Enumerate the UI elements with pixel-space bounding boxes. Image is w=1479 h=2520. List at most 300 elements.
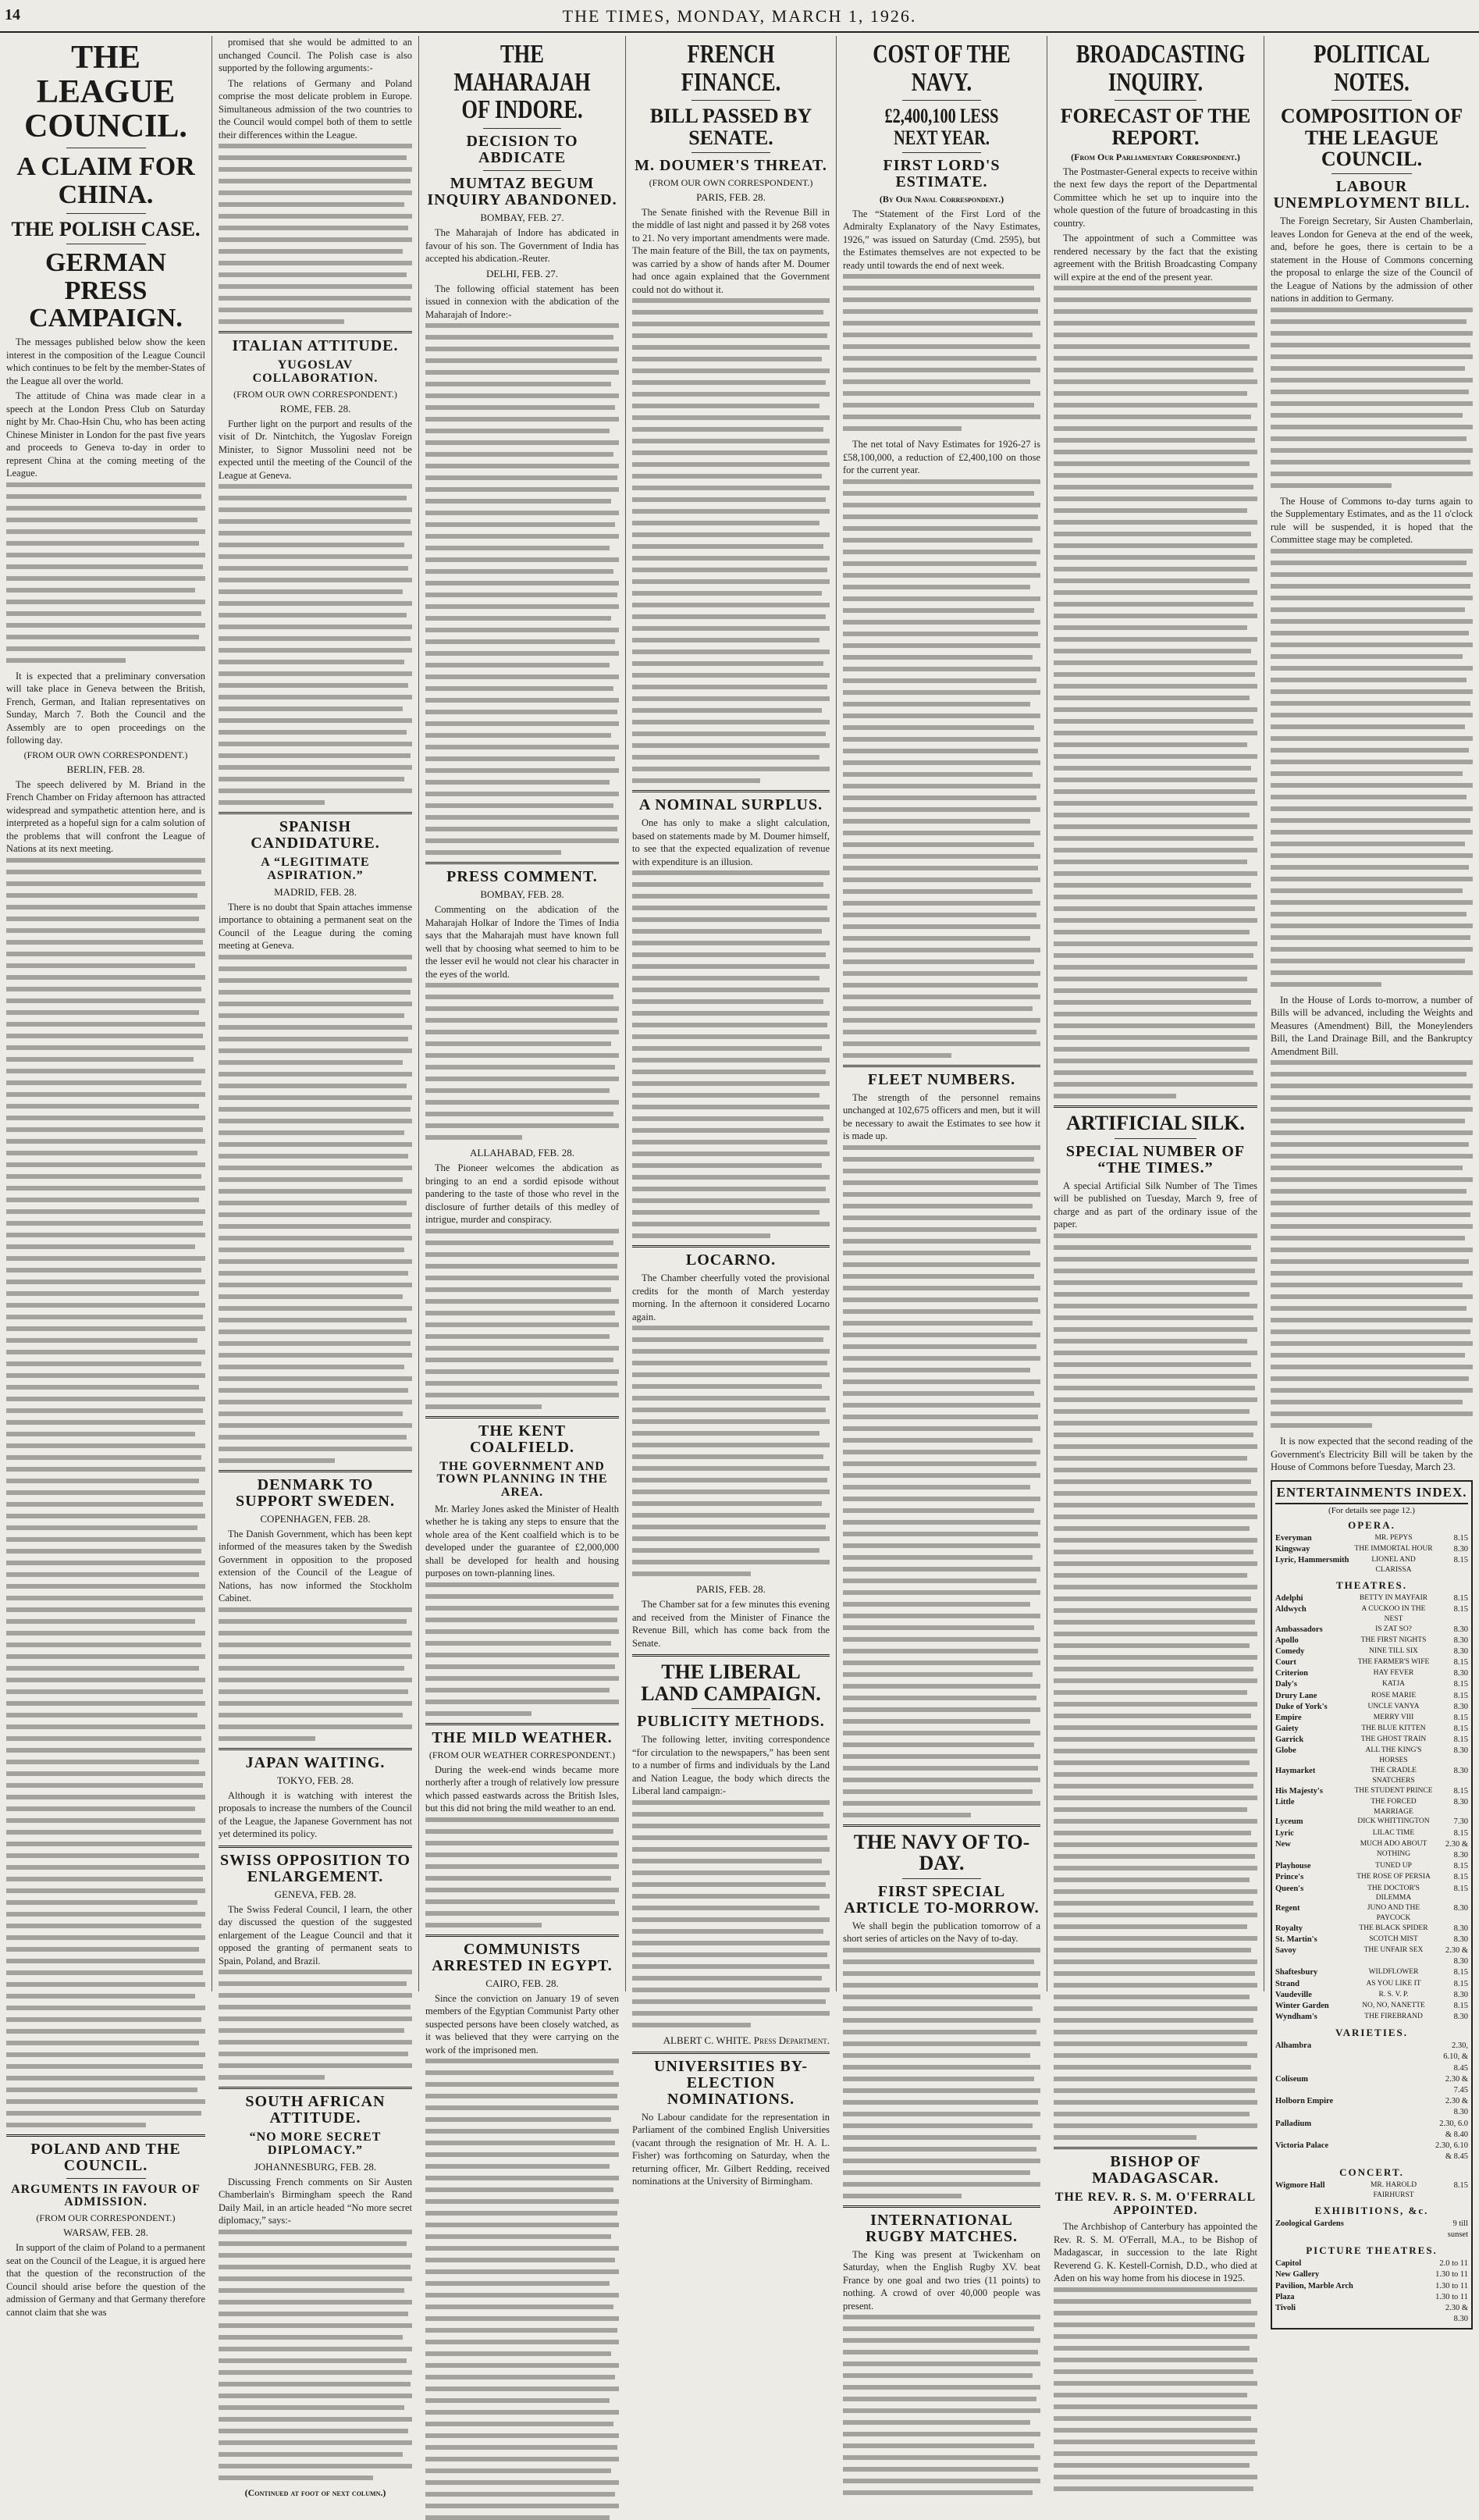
venue-name: Playhouse (1275, 1862, 1311, 1871)
show-title: JUNO AND THE PAYCOCK (1367, 1904, 1420, 1922)
show-time: 2.30 & 7.45 (1445, 2074, 1468, 2095)
divider (483, 128, 560, 129)
headline-forecast-report: FORECAST OF THE REPORT. (1060, 105, 1251, 149)
divider (6, 2134, 205, 2137)
subhead-swiss: SWISS OPPOSITION TO ENLARGEMENT. (220, 1851, 411, 1885)
show-time: 8.15 (1453, 1556, 1468, 1565)
article-body-lines (843, 1948, 1040, 2198)
divider (425, 1934, 619, 1937)
article-body-lines (1054, 2287, 1257, 2491)
headline-maharajah: THE MAHARAJAH OF INDORE. (453, 40, 591, 125)
show-title: THE STUDENT PRINCE (1354, 1786, 1433, 1795)
show-time: 2.30, 6.10, & 8.45 (1443, 2041, 1468, 2073)
venue-name: Lyric (1275, 1828, 1294, 1838)
divider (425, 1416, 619, 1418)
article-paragraph: A special Artificial Silk Number of The Times will be published on Tuesday, March 9, free of charge and as part of the ordinary issue of the paper. (1054, 1180, 1257, 1230)
divider (219, 2087, 412, 2089)
show-title (1353, 2119, 1434, 2141)
venue-name: Lyceum (1275, 1817, 1303, 1827)
entertainments-row (1275, 1735, 1468, 1746)
entertainments-sections (1275, 1519, 1468, 2325)
headline-political-notes: POLITICAL NOTES. (1314, 40, 1430, 97)
show-title: MR. HAROLD FAIRHURST (1370, 2181, 1417, 2199)
subhead-mild-weather: THE MILD WEATHER. (432, 1728, 613, 1746)
article-paragraph: The attitude of China was made clear in a speech at the London Press Club on Saturday night by Mr. Chao-Hsin Chu, who has been acting Chinese Minister in London for the past five years and proceeds to Geneva to-day in order to represent China at the coming meeting of the League. (6, 390, 205, 479)
divider (692, 152, 770, 153)
entertainments-row (1275, 2281, 1468, 2292)
article-paragraph: promised that she would be admitted to an unchanged Council. The Polish case is also supported by the following arguments:- (219, 37, 412, 73)
show-title: HAY FEVER (1373, 1669, 1414, 1678)
venue-name: Court (1275, 1658, 1296, 1668)
entertainments-row (1275, 2119, 1468, 2141)
entertainments-row (1275, 1702, 1468, 1713)
venue-name: Capitol (1275, 2259, 1302, 2269)
show-title: NO, NO, NANETTE (1362, 2001, 1425, 2009)
entertainments-row (1275, 1903, 1468, 1924)
column-cost-navy (837, 36, 1047, 2312)
dateline: BOMBAY, FEB. 28. (480, 888, 564, 901)
entertainments-row (1275, 2303, 1468, 2325)
article-paragraph: Further light on the purport and results of the visit of Dr. Nintchitch, the Yugoslav Foreign Minister, to Signor Mussolini need not be expected until the meeting of the Council of the League at Geneva. (219, 418, 412, 481)
entertainments-row (1275, 2258, 1468, 2269)
divider (902, 100, 981, 101)
show-time: 8.15 (1453, 1862, 1468, 1871)
divider (219, 812, 412, 814)
dateline: PARIS, FEB. 28. (696, 190, 766, 203)
article-paragraph: The Swiss Federal Council, I learn, the other day discussed the question of the suggested enlargement of the League Council and that it opposed the granting of permanent seats to Spain, Poland, and Brazil. (219, 1903, 412, 1967)
entertainments-row (1275, 1766, 1468, 1786)
venue-name: Zoological Gardens (1275, 2219, 1344, 2228)
article-body-lines (632, 298, 830, 783)
divider (1331, 173, 1413, 174)
headline-french-finance: FRENCH FINANCE. (681, 40, 781, 97)
article-paragraph: The Maharajah of Indore has abdicated in favour of his son. The Government of India has accepted his abdication.-Reuter. (425, 227, 619, 265)
subhead-artificial-silk: ARTIFICIAL SILK. (1066, 1112, 1245, 1135)
show-time: 8.15 (1453, 1691, 1468, 1700)
subhead-navy-today: THE NAVY OF TO-DAY. (853, 1830, 1030, 1875)
show-time: 8.15 (1453, 1873, 1468, 1882)
article-body-lines (843, 2315, 1040, 2495)
entertainments-row (1275, 1724, 1468, 1735)
article-paragraph: The Postmaster-General expects to receive within the next few days the report of the Departmental Committee which he set up to inquire into the whole question of the future of broadcasting in this country. (1054, 166, 1257, 229)
dateline: BERLIN, FEB. 28. (66, 763, 145, 775)
subhead-locarno: LOCARNO. (685, 1251, 777, 1269)
entertainments-row (1275, 2219, 1468, 2241)
show-time: 2.30 & 8.30 (1445, 1946, 1468, 1967)
subhead-first-special-article: FIRST SPECIAL ARTICLE TO-MORROW. (844, 1882, 1040, 1917)
divider (425, 862, 619, 864)
show-title (1353, 2281, 1434, 2292)
entertainments-row (1275, 1713, 1468, 1724)
article-body-lines (219, 144, 412, 324)
headline-less-next-year: £2,400,100 LESS NEXT YEAR. (884, 105, 999, 149)
venue-name: Duke of York's (1275, 1702, 1328, 1711)
show-title: ROSE MARIE (1371, 1691, 1417, 1700)
entertainments-row (1275, 2096, 1468, 2118)
entertainments-section-heading: CONCERT. (1339, 2166, 1404, 2179)
byline: (FROM OUR CORRESPONDENT.) (36, 2212, 176, 2224)
show-time: 8.15 (1453, 2001, 1468, 2010)
show-title (1353, 2096, 1434, 2118)
venue-name: Ambassadors (1275, 1625, 1323, 1634)
headline-cost-navy: COST OF THE NAVY. (873, 40, 1011, 97)
show-title: THE FORCED MARRIAGE (1371, 1797, 1417, 1816)
article-paragraph: It is expected that a preliminary conversation will take place in Geneva between the British, French, German, and Italian representatives on Sunday, March 7. Both the Council and the Assembly are to open proceedings on the following day. (6, 670, 205, 746)
venue-name: Shaftesbury (1275, 1968, 1318, 1977)
article-body-lines (219, 1970, 412, 2080)
show-title: MR. PEPYS (1374, 1533, 1413, 1542)
show-time: 8.15 (1453, 1735, 1468, 1745)
entertainments-row (1275, 1979, 1468, 1990)
column-maharajah-indore (419, 36, 626, 2056)
article-body-lines (425, 1817, 619, 1927)
divider (692, 100, 770, 101)
divider (1054, 2147, 1257, 2149)
article-paragraph: Although it is watching with interest the proposals to increase the numbers of the Council of the League, the Japanese Government has not yet determined its policy. (219, 1789, 412, 1840)
show-title (1353, 2292, 1434, 2303)
entertainments-section-heading: OPERA. (1348, 1518, 1395, 1531)
page-number: 14 (5, 6, 20, 23)
divider (843, 1065, 1040, 1067)
subhead-town-planning: THE GOVERNMENT AND TOWN PLANNING IN THE AREA. (436, 1459, 608, 1500)
entertainments-row (1275, 1967, 1468, 1978)
venue-name: Pavilion, Marble Arch (1275, 2281, 1353, 2290)
show-time: 8.15 (1453, 1533, 1468, 1543)
venue-name: Comedy (1275, 1646, 1305, 1656)
dateline: WARSAW, FEB. 28. (63, 2226, 148, 2239)
headline-abdicate: DECISION TO ABDICATE (466, 133, 578, 167)
venue-name: Garrick (1275, 1735, 1304, 1745)
dateline: JOHANNESBURG, FEB. 28. (254, 2160, 377, 2173)
article-paragraph: The Foreign Secretary, Sir Austen Chamberlain, leaves London for Geneva at the end of the week, and, before he goes, there is certain to be a statement in the House of Commons concerning the proposal to enlarge the size of the Council of the League of Nations by the admission of other nations in addition to Germany. (1271, 215, 1473, 304)
show-title: DICK WHITTINGTON (1357, 1817, 1430, 1826)
headline-doumer-threat: M. DOUMER'S THREAT. (635, 156, 827, 174)
show-title: ALL THE KING'S HORSES (1365, 1746, 1422, 1765)
venue-name: Lyric, Hammersmith (1275, 1556, 1349, 1565)
entertainments-row (1275, 2141, 1468, 2162)
article-paragraph: The King was present at Twickenham on Saturday, when the English Rugby XV. beat France by one goal and two tries (11 points) to nothing. A crowd of over 40,000 people was present. (843, 2248, 1040, 2312)
show-time: 2.30, 6.10 & 8.45 (1435, 2141, 1468, 2162)
article-body-lines (425, 323, 619, 855)
show-time: 1.30 to 11 (1435, 2292, 1468, 2301)
dateline: BOMBAY, FEB. 27. (480, 212, 564, 224)
entertainments-row (1275, 1861, 1468, 1872)
venue-name: Victoria Palace (1275, 2141, 1329, 2150)
entertainments-row (1275, 1924, 1468, 1934)
entertainments-row (1275, 1657, 1468, 1668)
venue-name: Savoy (1275, 1946, 1296, 1956)
article-body-lines (843, 479, 1040, 1058)
venue-name: Tivoli (1275, 2303, 1296, 2312)
divider (219, 331, 412, 333)
article-paragraph: The Chamber cheerfully voted the provisional credits for the month of March yesterday morning. In the afternoon it considered Locarno again. (632, 1272, 830, 1322)
show-title: SCOTCH MIST (1369, 1934, 1418, 1943)
article-body-lines (6, 482, 205, 663)
entertainments-title: ENTERTAINMENTS INDEX. (1275, 1485, 1468, 1504)
subhead-universities: UNIVERSITIES BY-ELECTION NOMINATIONS. (654, 2057, 808, 2108)
dateline: PARIS, FEB. 28. (696, 1583, 766, 1596)
entertainments-row (1275, 1593, 1468, 1604)
article-paragraph: The Pioneer welcomes the abdication as bringing to an end a sordid episode without pandering to the taste of those who revel in the disclosure of further details of this medley of intrigue, murder and conspiracy. (425, 1162, 619, 1226)
article-body-lines (632, 1326, 830, 1576)
show-title: R. S. V. P. (1378, 1990, 1409, 1999)
show-time: 8.15 (1453, 1593, 1468, 1603)
entertainments-row (1275, 1872, 1468, 1883)
show-time: 8.30 (1453, 1767, 1468, 1776)
dateline: ALLAHABAD, FEB. 28. (470, 1147, 574, 1159)
subhead-fleet-numbers: FLEET NUMBERS. (867, 1070, 1016, 1088)
subhead-kent-coalfield: THE KENT COALFIELD. (470, 1422, 574, 1456)
article-body-lines (843, 274, 1040, 431)
article-paragraph: The Archbishop of Canterbury has appointed the Rev. R. S. M. O'Ferrall, M.A., to be Bishop of Madagascar, in succession to the late Right Reverend G. K. Kestell-Cornish, D.D., who died at Aden on his way home from his diocese in 1925. (1054, 2221, 1257, 2284)
show-time: 8.30 (1453, 1924, 1468, 1933)
entertainments-row (1275, 2074, 1468, 2096)
entertainments-subtitle: (For details see page 12.) (1328, 1505, 1415, 1515)
venue-name: Wigmore Hall (1275, 2181, 1325, 2191)
entertainments-row (1275, 1828, 1468, 1839)
dateline: TOKYO, FEB. 28. (276, 1774, 354, 1786)
show-title (1353, 2074, 1434, 2096)
venue-name: Prince's (1275, 1873, 1304, 1882)
dateline: DELHI, FEB. 27. (485, 267, 559, 279)
entertainments-row (1275, 1934, 1468, 1945)
byline: (FROM OUR OWN CORRESPONDENT.) (233, 388, 397, 400)
entertainments-row (1275, 1544, 1468, 1555)
venue-name: New (1275, 1839, 1291, 1849)
subhead-communists-egypt: COMMUNISTS ARRESTED IN EGYPT. (432, 1940, 613, 1974)
show-title: THE BLACK SPIDER (1359, 1924, 1428, 1932)
show-time: 8.30 (1453, 1797, 1468, 1806)
subhead-no-secret-diplomacy: “NO MORE SECRET DIPLOMACY.” (249, 2130, 382, 2157)
show-time: 8.30 (1453, 1544, 1468, 1554)
byline: (FROM OUR OWN CORRESPONDENT.) (649, 176, 813, 188)
show-time: 8.30 (1453, 2013, 1468, 2022)
venue-name: His Majesty's (1275, 1786, 1323, 1796)
subhead-ferrall-appointed: THE REV. R. S. M. O'FERRALL APPOINTED. (1054, 2190, 1257, 2217)
dateline: ROME, FEB. 28. (279, 402, 351, 415)
entertainments-row (1275, 2269, 1468, 2280)
subhead-japan: JAPAN WAITING. (245, 1753, 386, 1771)
dateline: MADRID, FEB. 28. (274, 885, 357, 898)
entertainments-index (1271, 1480, 1473, 2330)
masthead (0, 0, 1479, 33)
divider (902, 152, 981, 153)
article-body-lines (425, 1582, 619, 1716)
subhead-nominal-surplus: A NOMINAL SURPLUS. (638, 796, 823, 814)
byline: (By Our Naval Correspondent.) (879, 193, 1004, 205)
article-body-lines (1054, 1233, 1257, 2140)
article-paragraph: The net total of Navy Estimates for 1926-27 is £58,100,000, a reduction of £2,400,100 on those for the current year. (843, 439, 1040, 476)
divider (483, 170, 560, 171)
show-time: 8.15 (1453, 1884, 1468, 1893)
subhead-yugoslav: YUGOSLAV COLLABORATION. (252, 358, 379, 385)
subhead-special-number: SPECIAL NUMBER OF “THE TIMES.” (1065, 1142, 1246, 1176)
show-title: LIONEL AND CLARISSA (1371, 1556, 1416, 1574)
article-paragraph: It is now expected that the second reading of the Government's Electricity Bill will be taken by the House of Commons before Tuesday, March 23. (1271, 1436, 1473, 1473)
venue-name: Daly's (1275, 1680, 1298, 1689)
entertainments-row (1275, 2180, 1468, 2201)
show-title: TUNED UP (1375, 1862, 1412, 1870)
show-title: IS ZAT SO? (1375, 1625, 1412, 1633)
entertainments-row (1275, 1668, 1468, 1679)
divider (843, 2205, 1040, 2208)
show-time: 8.30 (1453, 1904, 1468, 1913)
byline: (FROM OUR WEATHER CORRESPONDENT.) (428, 1749, 616, 1760)
show-time: 2.30, 6.0 & 8.40 (1439, 2119, 1468, 2139)
entertainments-row (1275, 1839, 1468, 1861)
article-paragraph: The speech delivered by M. Briand in the French Chamber on Friday afternoon has attracted widespread and sympathetic attention here, and is interpreted as a hopeful sign for a calm solution of the problems that will confront the League of Nations at its next meeting. (6, 778, 205, 855)
byline: (FROM OUR OWN CORRESPONDENT.) (23, 749, 188, 760)
venue-name: St. Martin's (1275, 1934, 1317, 1944)
venue-name: Haymarket (1275, 1767, 1316, 1776)
venue-name: Holborn Empire (1275, 2097, 1334, 2106)
entertainments-section-heading: THEATRES. (1335, 1579, 1408, 1591)
article-paragraph: In support of the claim of Poland to a permanent seat on the Council of the League, it is argued here that the question of the reconstruction of the Council should arise before the question of the admission of Germany and that Germany therefore cannot claim that she was (6, 2242, 205, 2318)
venue-name: Criterion (1275, 1669, 1308, 1678)
headline-bill-passed: BILL PASSED BY SENATE. (649, 105, 812, 149)
show-title: BETTY IN MAYFAIR (1359, 1593, 1428, 1602)
headline-first-lord: FIRST LORD'S ESTIMATE. (883, 156, 1001, 190)
article-body-lines (632, 1800, 830, 2027)
venue-name: Wyndham's (1275, 2013, 1317, 2022)
article-paragraph: The appointment of such a Committee was rendered necessary by the fact that the existing agreement with the British Broadcasting Company will expire at the end of the present year. (1054, 233, 1257, 283)
headline-claim-china: A CLAIM FOR CHINA. (16, 152, 195, 209)
venue-name: Queen's (1275, 1884, 1304, 1893)
venue-name: Little (1275, 1797, 1295, 1806)
venue-name: Kingsway (1275, 1544, 1310, 1554)
article-paragraph: The relations of Germany and Poland comprise the most delicate problem in Europe. Simultaneous admission of the two countries to the Council would compel both of them to settle their differences within the League. (219, 77, 412, 141)
show-time: 1.30 to 11 (1435, 2281, 1468, 2290)
show-time: 8.30 (1453, 1934, 1468, 1944)
show-time: 8.30 (1453, 1746, 1468, 1756)
show-time: 8.15 (1453, 1968, 1468, 1977)
venue-name: Royalty (1275, 1924, 1303, 1933)
article-body-lines (1271, 308, 1473, 488)
divider (219, 1846, 412, 1848)
show-time: 1.30 to 11 (1435, 2270, 1468, 2280)
article-paragraph: Discussing French comments on Sir Austen Chamberlain's Birmingham speech the Rand Daily Mail, in an article headed “No more secret diplomacy,” says:- (219, 2176, 412, 2226)
divider (843, 1824, 1040, 1827)
headline-german-press: GERMAN PRESS CAMPAIGN. (29, 247, 183, 333)
show-time: 8.30 (1453, 1702, 1468, 1711)
byline: (From Our Parliamentary Correspondent.) (1071, 151, 1240, 162)
subhead-rugby: INTERNATIONAL RUGBY MATCHES. (865, 2211, 1019, 2245)
show-time: 9 till sunset (1447, 2219, 1468, 2239)
entertainments-row (1275, 1746, 1468, 1766)
article-paragraph: During the week-end winds became more northerly after a trough of relatively low pressure which passed eastwards across the British Isles, but this did not bring the mild weather to an end. (425, 1764, 619, 1814)
article-body-lines (1271, 549, 1473, 987)
subhead-legitimate-aspiration: A “LEGITIMATE ASPIRATION.” (261, 856, 370, 882)
divider (1054, 1105, 1257, 1108)
article-paragraph: There is no doubt that Spain attaches immense importance to obtaining a permanent seat on the Council of the League during the coming meeting at Geneva. (219, 901, 412, 952)
headline-broadcasting: BROADCASTING INQUIRY. (1075, 40, 1246, 97)
column-political-notes (1264, 36, 1479, 2324)
entertainments-row (1275, 1884, 1468, 1904)
venue-name: Regent (1275, 1904, 1300, 1913)
divider (632, 2052, 830, 2054)
venue-name: Adelphi (1275, 1593, 1303, 1603)
show-time: 7.30 (1453, 1817, 1468, 1827)
column-league-council-continued (212, 36, 419, 2498)
show-time: 8.15 (1453, 1724, 1468, 1734)
show-title (1353, 2141, 1434, 2162)
article-paragraph: The following official statement has been issued in connexion with the abdication of the Maharajah of Indore:- (425, 283, 619, 320)
entertainments-row (1275, 1646, 1468, 1657)
subhead-poland-council: POLAND AND THE COUNCIL. (30, 2140, 181, 2174)
venue-name: Aldwych (1275, 1604, 1307, 1614)
show-title: THE BLUE KITTEN (1361, 1724, 1426, 1733)
divider (1115, 1138, 1196, 1139)
venue-name: Palladium (1275, 2119, 1312, 2128)
show-title: MUCH ADO ABOUT NOTHING (1360, 1839, 1427, 1858)
article-paragraph: In the House of Lords to-morrow, a number of Bills will be advanced, including the Weights and Measures (Amendment) Bill, the Moneylenders Bill, the Land Drainage Bill, and the Bankruptcy Amendment Bill. (1271, 994, 1473, 1057)
entertainments-row (1275, 1945, 1468, 1967)
article-paragraph: No Labour candidate for the representation in Parliament of the combined English Universities (vacant through the resignation of Mr. H. A. L. Fisher) was forthcoming on Saturday, when the returning officer, Mr. Gilbert Redding, received nominations at the University of Birmingham. (632, 2111, 830, 2187)
subhead-labour-unemployment: LABOUR UNEMPLOYMENT BILL. (1273, 178, 1470, 212)
show-time: 8.15 (1453, 1604, 1468, 1614)
show-title: LILAC TIME (1372, 1828, 1415, 1837)
entertainments-row (1275, 2001, 1468, 2012)
show-title: MERRY VIII (1373, 1713, 1414, 1721)
venue-name: Vaudeville (1275, 1990, 1312, 1999)
venue-name: Coliseum (1275, 2074, 1308, 2084)
divider (219, 1748, 412, 1750)
dateline: COPENHAGEN, FEB. 28. (260, 1512, 371, 1525)
subhead-publicity: PUBLICITY METHODS. (637, 1713, 825, 1731)
article-body-lines (425, 983, 619, 1140)
show-title (1353, 2269, 1434, 2280)
entertainments-row (1275, 1817, 1468, 1828)
subhead-press-comment: PRESS COMMENT. (446, 868, 598, 886)
entertainments-section-heading: EXHIBITIONS, &c. (1314, 2204, 1429, 2216)
show-time: 8.15 (1453, 2181, 1468, 2191)
entertainments-row (1275, 1786, 1468, 1797)
article-paragraph: The House of Commons to-day turns again to the Supplementary Estimates, and as the 11 o'clock rule will be suspended, it is hoped that the Committee stage may be completed. (1271, 495, 1473, 546)
show-title: THE CRADLE SNATCHERS (1371, 1767, 1417, 1785)
venue-name: Alhambra (1275, 2041, 1312, 2051)
venue-name: Everyman (1275, 1533, 1312, 1543)
article-body-lines (219, 955, 412, 1463)
article-paragraph: The Senate finished with the Revenue Bill in the middle of last night and passed it by 268 votes to 21. No very important amendments were made. The main feature of the Bill, the tax on payments, was carried by a show of hands after M. Doumer had once again explained that the Government could not do without it. (632, 206, 830, 295)
show-time: 8.15 (1453, 1828, 1468, 1838)
column-league-council (0, 36, 212, 2318)
show-time: 8.15 (1453, 1979, 1468, 1988)
entertainments-row (1275, 2292, 1468, 2303)
show-title: THE GHOST TRAIN (1360, 1735, 1427, 1744)
article-body-lines (1054, 286, 1257, 1098)
article-body-lines (6, 858, 205, 2127)
show-time: 8.30 (1453, 1646, 1468, 1656)
show-title: THE FIREBRAND (1364, 2013, 1423, 2021)
headline-mumtaz-begum: MUMTAZ BEGUM INQUIRY ABANDONED. (427, 175, 617, 209)
venue-name: New Gallery (1275, 2270, 1320, 2280)
show-title (1353, 2041, 1434, 2074)
show-title (1353, 2303, 1434, 2325)
subhead-italian-attitude: ITALIAN ATTITUDE. (232, 337, 399, 354)
subhead-liberal-land: THE LIBERAL LAND CAMPAIGN. (641, 1660, 821, 1705)
show-time: 2.30 & 8.30 (1445, 2097, 1468, 2117)
article-paragraph: The “Statement of the First Lord of the Admiralty Explanatory of the Navy Estimates, 1926,” was issued on Saturday (Cmd. 2595), but the Estimates themselves are not expected to be ready until towards the end of next week. (843, 208, 1040, 271)
show-title: A CUCKOO IN THE NEST (1361, 1604, 1426, 1623)
divider (632, 1654, 830, 1657)
venue-name: Plaza (1275, 2292, 1295, 2301)
show-title: UNCLE VANYA (1367, 1702, 1420, 1710)
show-time: 2.30 & 8.30 (1445, 1839, 1468, 1860)
article-body-lines (425, 2059, 619, 2520)
page-dateline: THE TIMES, MONDAY, MARCH 1, 1926. (562, 6, 917, 26)
show-time: 2.0 to 11 (1439, 2259, 1468, 2269)
show-title: WILDFLOWER (1368, 1968, 1419, 1977)
